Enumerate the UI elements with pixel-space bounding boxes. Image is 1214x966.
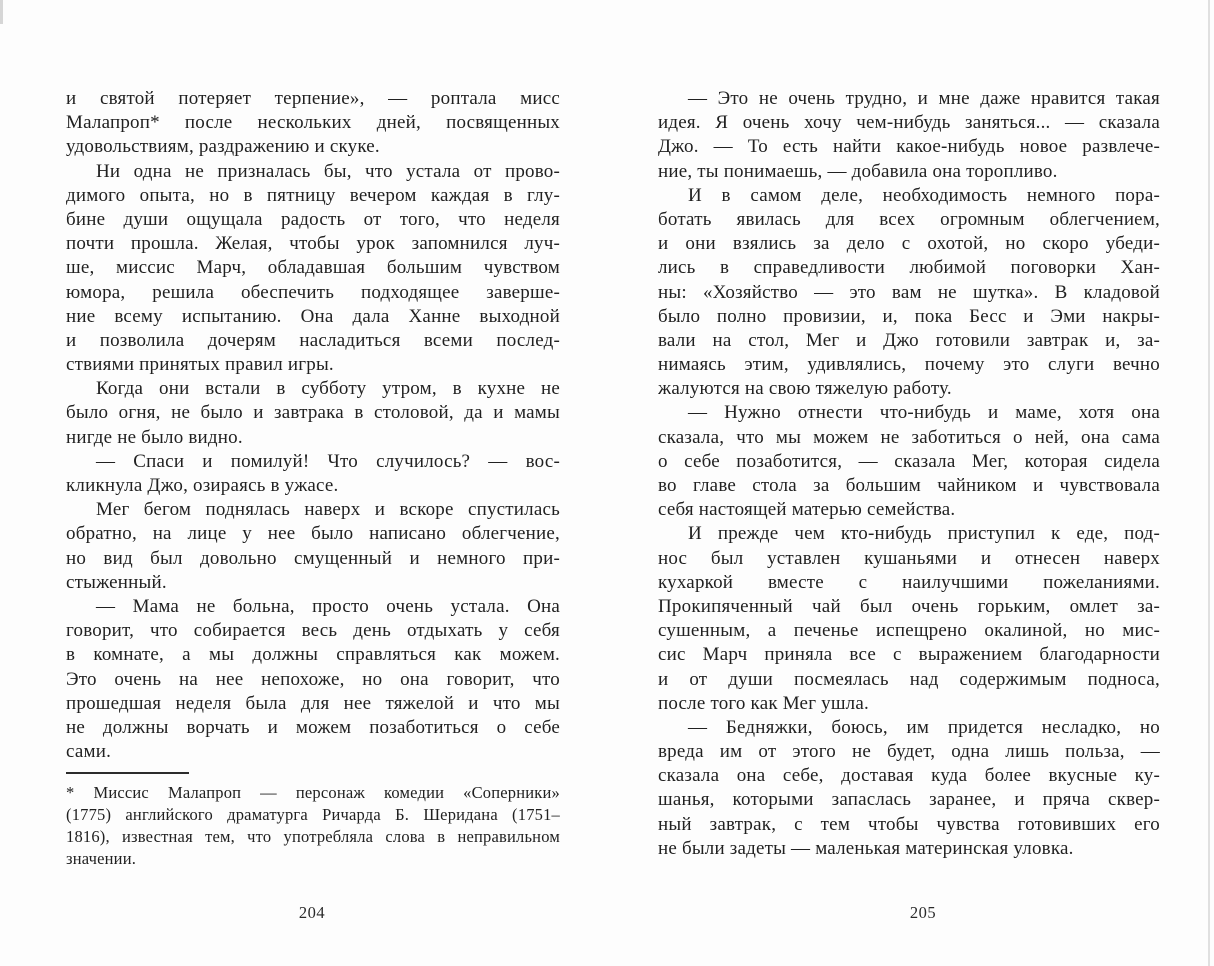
text-line: ние всему испытанию. Она дала Ханне выходной [66, 305, 560, 327]
text-line: ный завтрак, с тем чтобы чувства готовивших его [658, 813, 1160, 835]
text-line: Прокипяченный чай был очень горьким, омлет за- [658, 595, 1160, 617]
text-line: — Нужно отнести что-нибудь и маме, хотя она [688, 402, 1160, 424]
text-line: себя настоящей матерью семейства. [658, 499, 956, 521]
text-line: но вид был довольно смущенный и немного при- [66, 547, 560, 569]
scan-corner-artifact [0, 0, 3, 24]
text-line: Это очень на нее непохоже, но она говорит, что [66, 668, 560, 690]
footnote-divider [66, 772, 189, 774]
footnote-line: 1816), известная тем, что употребляла слова в неправильном [66, 826, 560, 846]
text-line: сказала, что мы можем не заботиться о ней, она сама [658, 426, 1160, 448]
text-line: ствиями принятых правил игры. [66, 354, 334, 376]
text-line: Ни одна не призналась бы, что устала от прово- [96, 160, 560, 182]
text-line: кухаркой вместе с наилучшими пожеланиями. [658, 571, 1160, 593]
text-line: — Спаси и помилуй! Что случилось? — вос- [96, 450, 560, 472]
text-line: и святой потеряет терпение», — роптала мисс [66, 88, 560, 109]
text-line: ботать явилась для всех огромным облегчением, [658, 208, 1160, 230]
text-line: — Это не очень трудно, и мне даже нравится такая [688, 88, 1160, 109]
text-line: жалуются на свою тяжелую работу. [658, 378, 952, 400]
text-line: И прежде чем кто-нибудь приступил к еде, под- [688, 523, 1160, 545]
text-line: вали на стол, Мег и Джо готовили завтрак и, за- [658, 329, 1160, 351]
text-line: ние, ты понимаешь, — добавила она торопливо. [658, 160, 1058, 182]
text-line: и они взялись за дело с охотой, но скоро убеди- [658, 233, 1160, 255]
text-line: не должны ворчать и можем позаботиться о себе [66, 716, 560, 738]
text-line: о себе позаботится, — сказала Мег, которая сидела [658, 450, 1160, 472]
text-line: в комнате, а мы должны справляться как можем. [66, 644, 560, 666]
page-number-left: 204 [298, 903, 326, 922]
text-line: И в самом деле, необходимость немного пора- [688, 184, 1160, 206]
footnote-line: значении. [66, 848, 137, 868]
text-line: сами. [66, 741, 112, 763]
text-line: бине души ощущала радость от того, что неделя [66, 208, 560, 230]
text-line: юмора, решила обеспечить подходящее заверше- [66, 281, 560, 303]
footnote-line: (1775) английского драматурга Ричарда Б. Шеридана (1751– [66, 805, 560, 825]
text-line: нимаясь этим, удивлялись, почему это слуги вечно [658, 354, 1160, 376]
text-line: нос был уставлен кушаньями и отнесен наверх [658, 547, 1160, 569]
text-line: шанья, которыми запаслась заранее, и пряча сквер- [658, 789, 1160, 811]
text-line: сказала она себе, доставая куда более вкусные ку- [658, 765, 1160, 787]
text-line: ше, миссис Марч, обладавшая большим чувством [66, 257, 560, 279]
text-line: после того как Мег ушла. [658, 692, 869, 714]
text-line: димого опыта, но в пятницу вечером каждая в глу- [66, 184, 560, 206]
page-number-right: 205 [909, 903, 937, 922]
text-line: прошедшая неделя была для нее тяжелой и что мы [66, 692, 560, 714]
text-line: сис Марч приняла все с выражением благодарности [658, 644, 1160, 666]
footnote [66, 772, 560, 869]
text-line: стыженный. [66, 571, 167, 593]
text-line: Джо. — То есть найти какое-нибудь новое развлече- [658, 136, 1160, 158]
text-line: ны: «Хозяйство — это вам не шутка». В кладовой [658, 281, 1160, 303]
footnote-line: * Миссис Малапроп — персонаж комедии «Соперники» [66, 783, 560, 803]
text-line: говорит, что собирается весь день отдыхать у себя [66, 620, 560, 642]
text-line: лись в справедливости любимой поговорки Хан- [658, 257, 1160, 279]
text-line: обратно, на лице у нее было написано облегчение, [66, 523, 560, 545]
scan-edge-shadow [1208, 0, 1210, 966]
text-line: почти прошла. Желая, чтобы урок запомнился луч- [66, 233, 560, 255]
text-line: кликнула Джо, озираясь в ужасе. [66, 475, 339, 496]
page-left-text-column [66, 87, 560, 869]
text-line: Когда они встали в субботу утром, в кухне не [96, 378, 560, 400]
text-line: — Бедняжки, боюсь, им придется несладко, но [688, 716, 1160, 738]
text-line: не были задеты — маленькая материнская уловка. [658, 837, 1074, 859]
text-line: сушенным, а печенье испещрено окалиной, но мис- [658, 620, 1160, 642]
page-right-text-column [658, 87, 1160, 861]
text-line: было полно провизии, и, пока Бесс и Эми накры- [658, 305, 1160, 327]
text-line: вреда им от этого не будет, одна лишь польза, — [658, 741, 1160, 763]
text-line: нигде не было видно. [66, 426, 243, 448]
text-line: во главе стола за большим чайником и чувствовала [658, 475, 1160, 496]
text-line: Малапроп* после нескольких дней, посвященных [66, 112, 560, 134]
text-line: удовольствиям, раздражению и скуке. [66, 136, 380, 158]
text-line: — Мама не больна, просто очень устала. Она [96, 595, 560, 617]
text-line: и от души посмеялась над содержимым подноса, [658, 668, 1160, 690]
text-line: идея. Я очень хочу чем-нибудь заняться... — сказала [658, 112, 1160, 134]
text-line: и позволила дочерям насладиться всеми послед- [66, 329, 560, 351]
text-line: Мег бегом поднялась наверх и вскоре спустилась [96, 499, 560, 521]
text-line: было огня, не было и завтрака в столовой, да и мамы [66, 402, 560, 424]
